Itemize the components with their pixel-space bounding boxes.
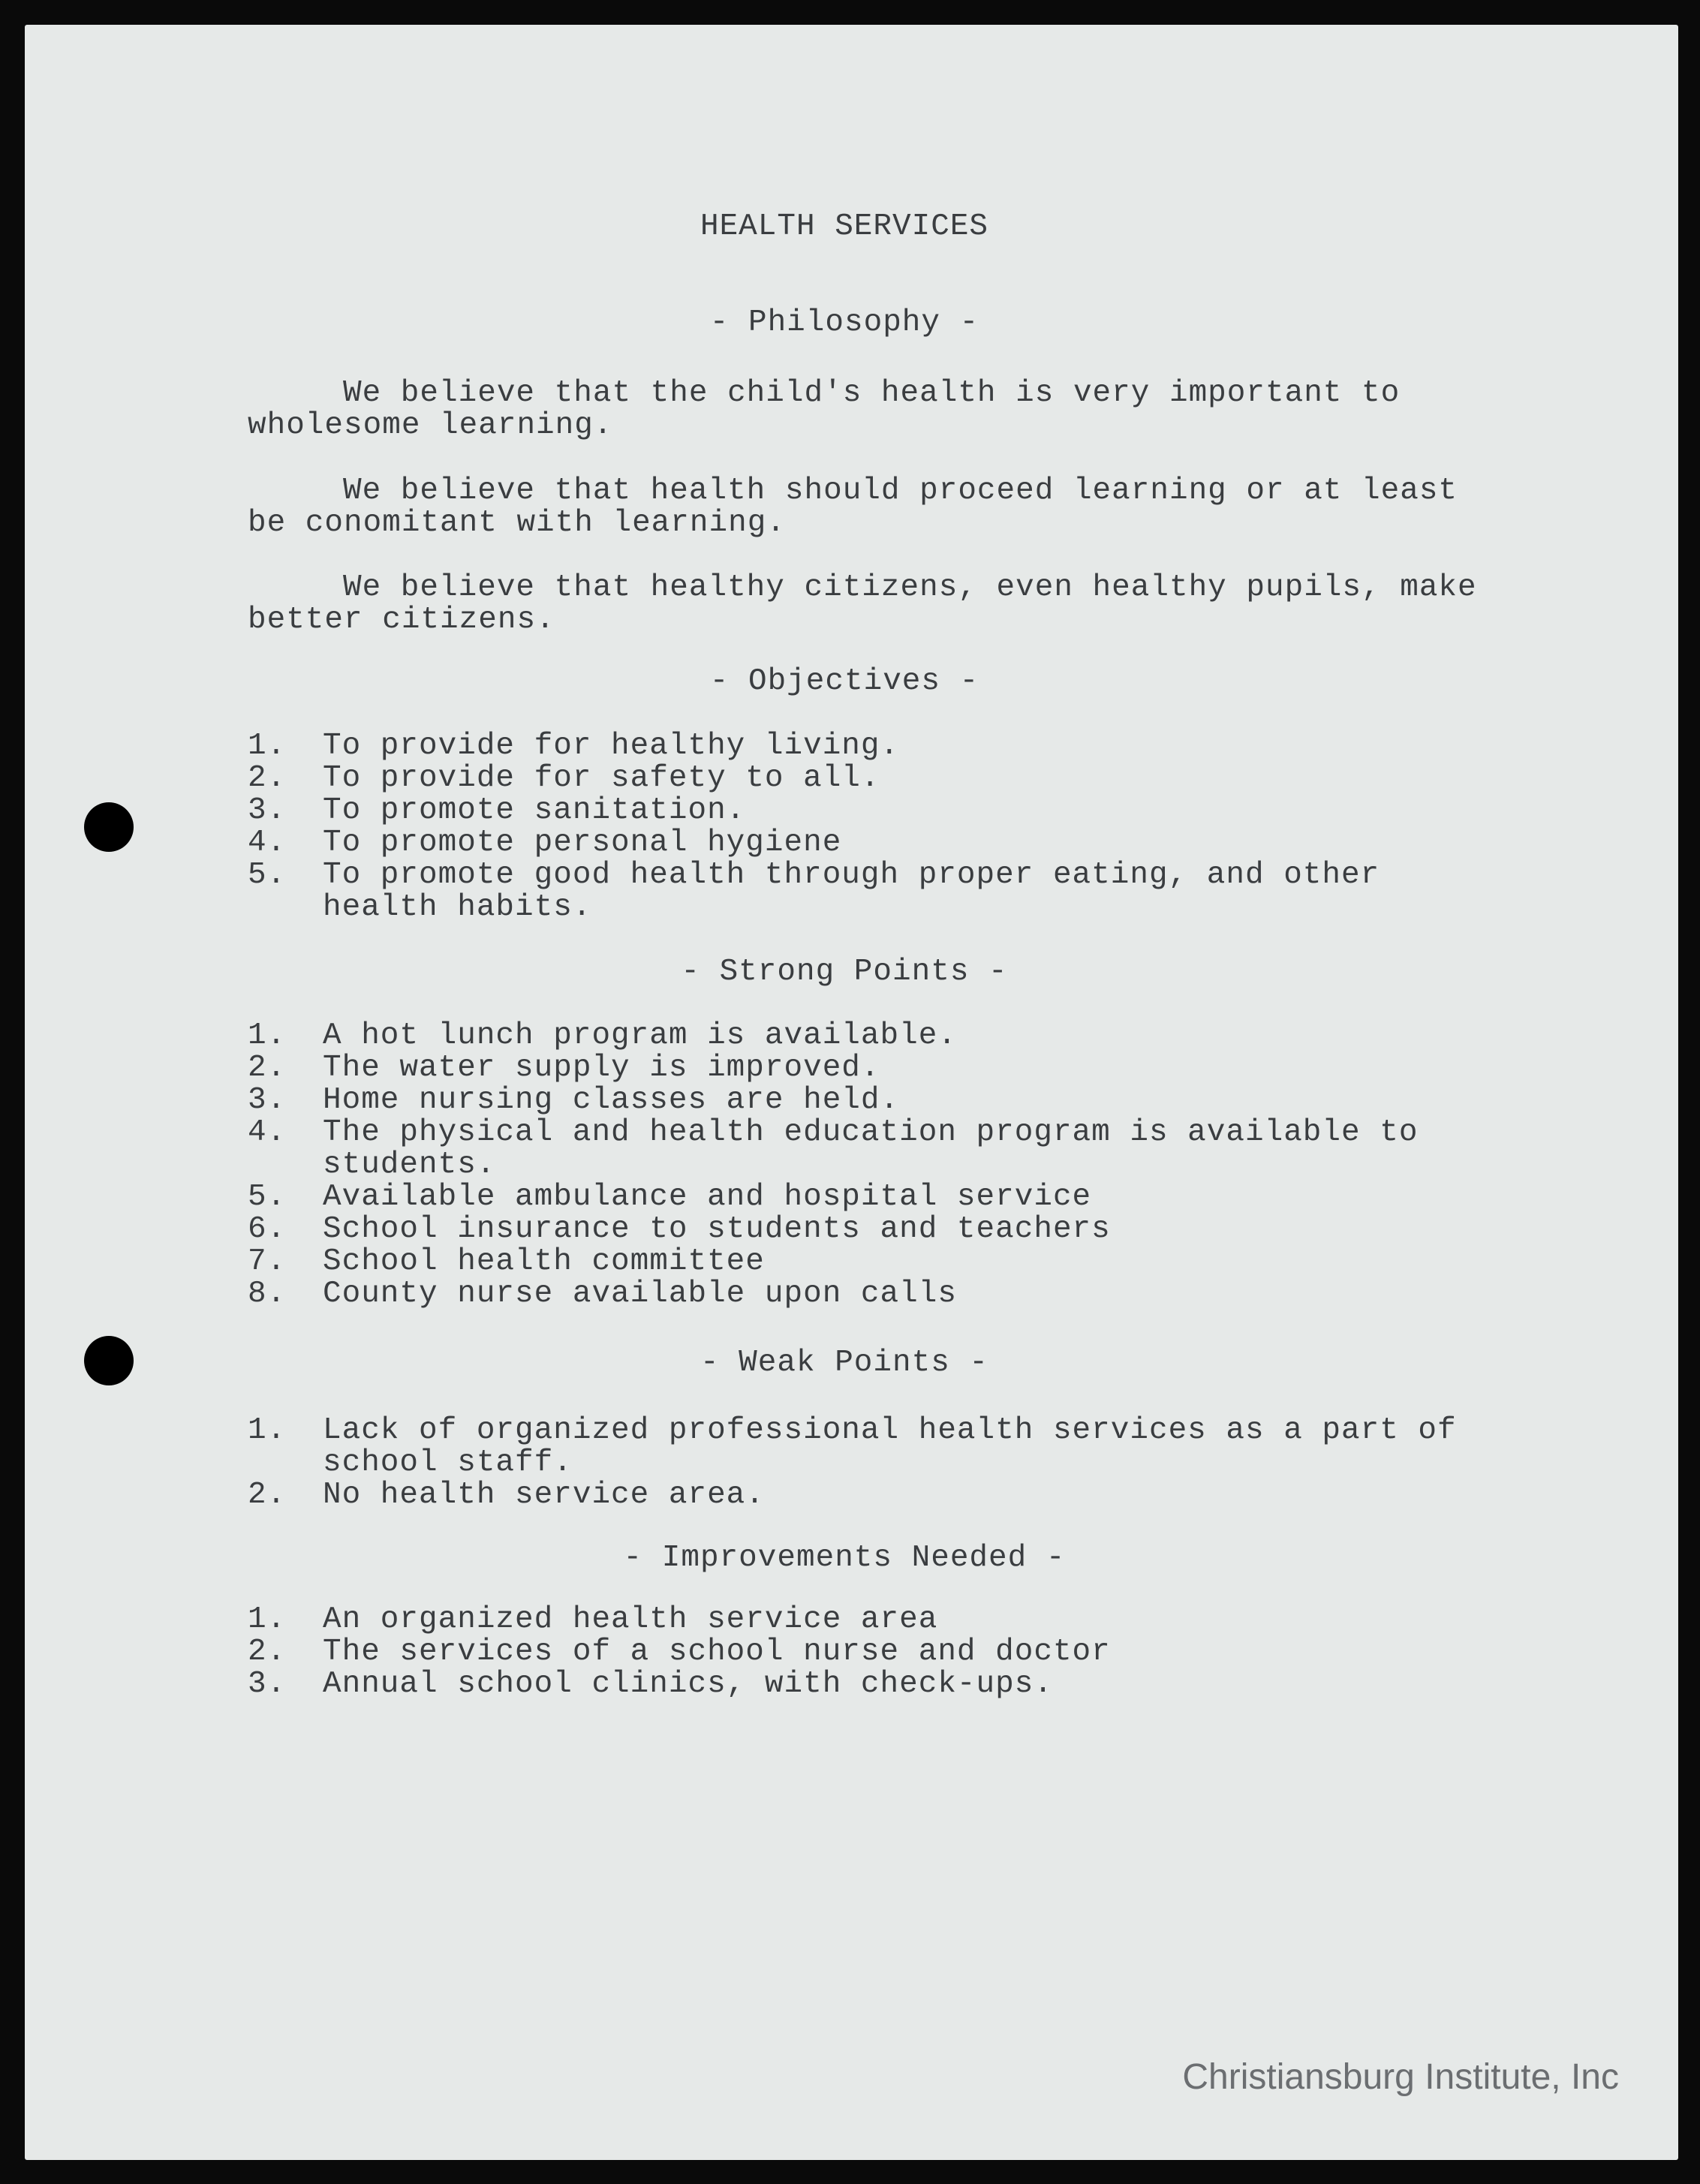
list-item [248, 1084, 1494, 1117]
list-item [248, 1214, 1494, 1246]
item-number: 2. [248, 1051, 287, 1085]
objectives-heading: - Objectives - [709, 664, 979, 699]
item-number: 1. [248, 1413, 287, 1448]
item-text: Home nursing classes are held. [323, 1083, 900, 1118]
philosophy-paragraph: We believe that the child's health is very important to wholesome learning. [248, 376, 1401, 443]
item-number: 5. [248, 858, 287, 892]
list-item [248, 1479, 1494, 1512]
archive-watermark: Christiansburg Institute, Inc [1182, 2057, 1619, 2097]
item-text: Available ambulance and hospital service [323, 1180, 1092, 1214]
list-item [248, 1246, 1494, 1278]
item-number: 1. [248, 729, 287, 763]
list-item [248, 795, 1494, 827]
philosophy-heading: - Philosophy - [709, 305, 979, 340]
weak-points-list [248, 1415, 1494, 1512]
item-text: Annual school clinics, with check-ups. [323, 1667, 1053, 1701]
item-number: 4. [248, 826, 287, 860]
weak-points-heading: - Weak Points - [700, 1346, 989, 1380]
improvements-list [248, 1604, 1494, 1701]
list-item [248, 1181, 1494, 1214]
item-text: To promote sanitation. [323, 793, 746, 828]
item-number: 3. [248, 793, 287, 828]
objectives-list [248, 730, 1494, 924]
list-item [248, 859, 1494, 924]
list-item [248, 1278, 1494, 1310]
page-title: HEALTH SERVICES [700, 209, 989, 244]
item-number: 1. [248, 1602, 287, 1637]
item-text: An organized health service area [323, 1602, 938, 1637]
item-number: 3. [248, 1083, 287, 1118]
item-text: A hot lunch program is available. [323, 1018, 957, 1053]
punch-hole-bottom [84, 1336, 134, 1385]
item-number: 7. [248, 1244, 287, 1279]
item-text: To promote personal hygiene [323, 826, 842, 860]
list-item [248, 827, 1494, 859]
list-item [248, 1052, 1494, 1084]
item-text: The services of a school nurse and doctor [323, 1635, 1111, 1669]
philosophy-paragraph: We believe that healthy citizens, even healthy pupils, make better citizens. [248, 570, 1477, 637]
item-text: The physical and health education program is available to students. [323, 1115, 1419, 1182]
punch-hole-top [84, 802, 134, 852]
item-text: Lack of organized professional health services as a part of school staff. [323, 1413, 1457, 1480]
item-number: 2. [248, 1478, 287, 1512]
item-text: To provide for healthy living. [323, 729, 900, 763]
item-number: 2. [248, 1635, 287, 1669]
item-number: 2. [248, 761, 287, 796]
list-item [248, 730, 1494, 763]
item-number: 3. [248, 1667, 287, 1701]
item-text: To promote good health through proper eating, and other health habits. [323, 858, 1380, 925]
item-text: School insurance to students and teachers [323, 1212, 1111, 1247]
philosophy-paragraph: We believe that health should proceed learning or at least be conomitant with learning. [248, 474, 1458, 540]
strong-points-heading: - Strong Points - [681, 955, 1008, 989]
list-item [248, 1668, 1494, 1701]
list-item [248, 1020, 1494, 1052]
list-item [248, 1604, 1494, 1636]
list-item [248, 1117, 1494, 1181]
item-text: The water supply is improved. [323, 1051, 880, 1085]
item-number: 6. [248, 1212, 287, 1247]
item-number: 5. [248, 1180, 287, 1214]
item-text: No health service area. [323, 1478, 765, 1512]
item-text: School health committee [323, 1244, 765, 1279]
item-text: To provide for safety to all. [323, 761, 880, 796]
item-number: 8. [248, 1277, 287, 1311]
item-number: 4. [248, 1115, 287, 1150]
strong-points-list [248, 1020, 1494, 1310]
item-text: County nurse available upon calls [323, 1277, 957, 1311]
list-item [248, 1415, 1494, 1479]
improvements-heading: - Improvements Needed - [623, 1541, 1066, 1575]
item-number: 1. [248, 1018, 287, 1053]
list-item [248, 1636, 1494, 1668]
list-item [248, 763, 1494, 795]
